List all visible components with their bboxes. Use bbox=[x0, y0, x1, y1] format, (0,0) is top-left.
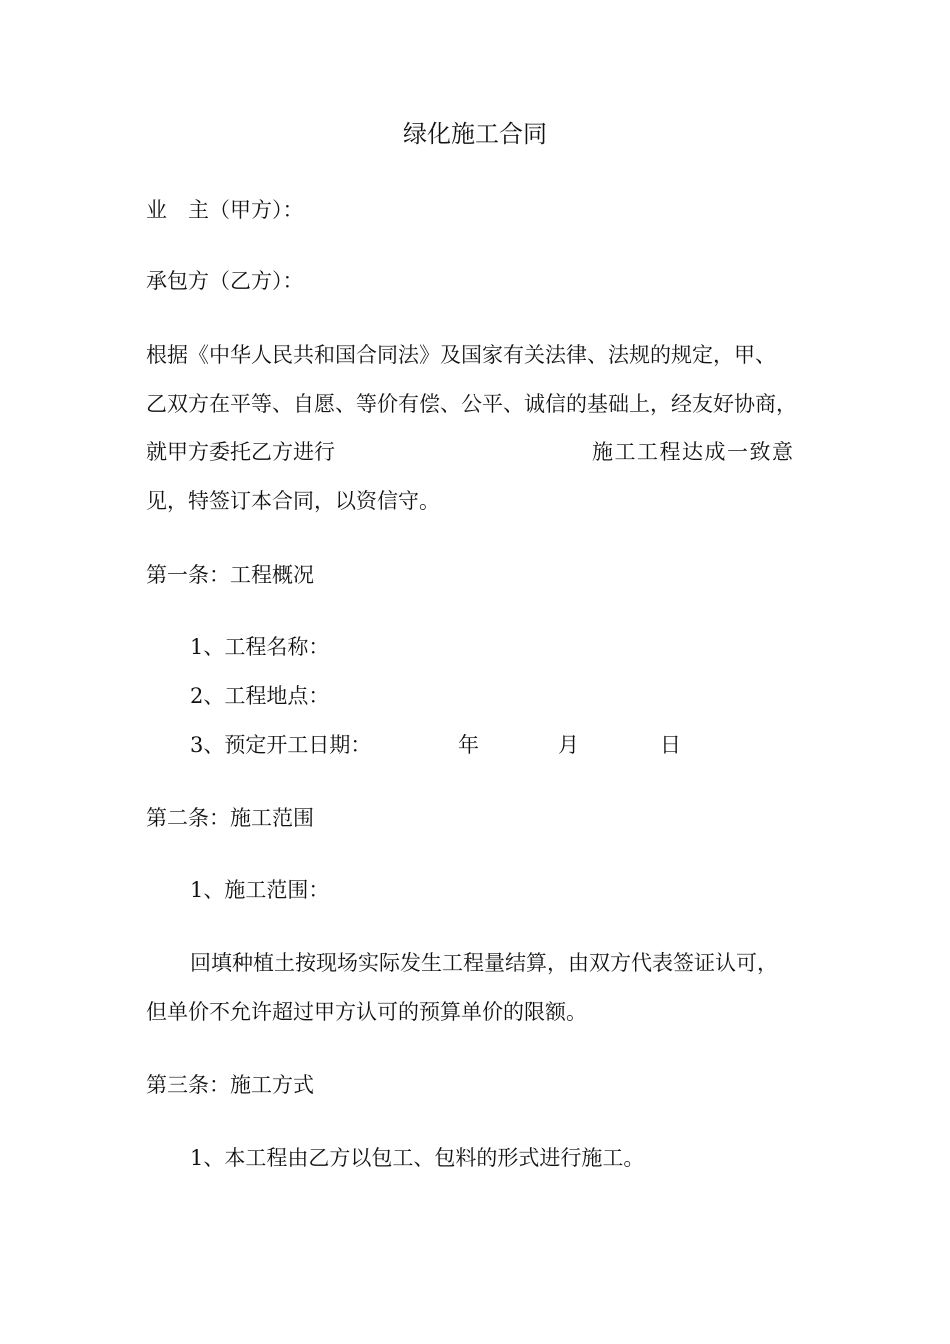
article-3-heading: 第三条：施工方式 bbox=[146, 1073, 314, 1097]
preamble-line-2: 乙双方在平等、自愿、等价有偿、公平、诚信的基础上，经友好协商， bbox=[146, 392, 797, 416]
preamble-line-3-right: 施工工程达成一致意 bbox=[592, 440, 795, 464]
article-2-para-line-1: 回填种植土按现场实际发生工程量结算，由双方代表签证认可， bbox=[190, 951, 778, 975]
article-2-item-1: 1、施工范围： bbox=[190, 878, 330, 902]
preamble-line-4: 见，特签订本合同，以资信守。 bbox=[146, 489, 440, 513]
month-label: 月 bbox=[558, 733, 579, 757]
article-1-item-1: 1、工程名称： bbox=[190, 635, 330, 659]
day-label: 日 bbox=[660, 733, 681, 757]
preamble-line-1: 根据《中华人民共和国合同法》及国家有关法律、法规的规定，甲、 bbox=[146, 343, 776, 367]
article-1-item-2: 2、工程地点： bbox=[190, 684, 330, 708]
document-title: 绿化施工合同 bbox=[403, 120, 547, 148]
year-label: 年 bbox=[458, 733, 479, 757]
article-1-heading: 第一条：工程概况 bbox=[146, 563, 314, 587]
party-b-label: 承包方（乙方）： bbox=[146, 269, 304, 293]
article-2-para-line-2: 但单价不允许超过甲方认可的预算单价的限额。 bbox=[146, 1000, 587, 1024]
article-2-heading: 第二条：施工范围 bbox=[146, 806, 314, 830]
preamble-line-3 bbox=[146, 437, 806, 467]
article-1-item-3 bbox=[190, 730, 710, 760]
preamble-line-3-left: 就甲方委托乙方进行 bbox=[146, 440, 335, 464]
article-3-item-1: 1、本工程由乙方以包工、包料的形式进行施工。 bbox=[190, 1146, 645, 1170]
start-date-label: 3、预定开工日期： bbox=[190, 733, 372, 757]
party-a-label: 业 主（甲方）： bbox=[146, 198, 304, 222]
